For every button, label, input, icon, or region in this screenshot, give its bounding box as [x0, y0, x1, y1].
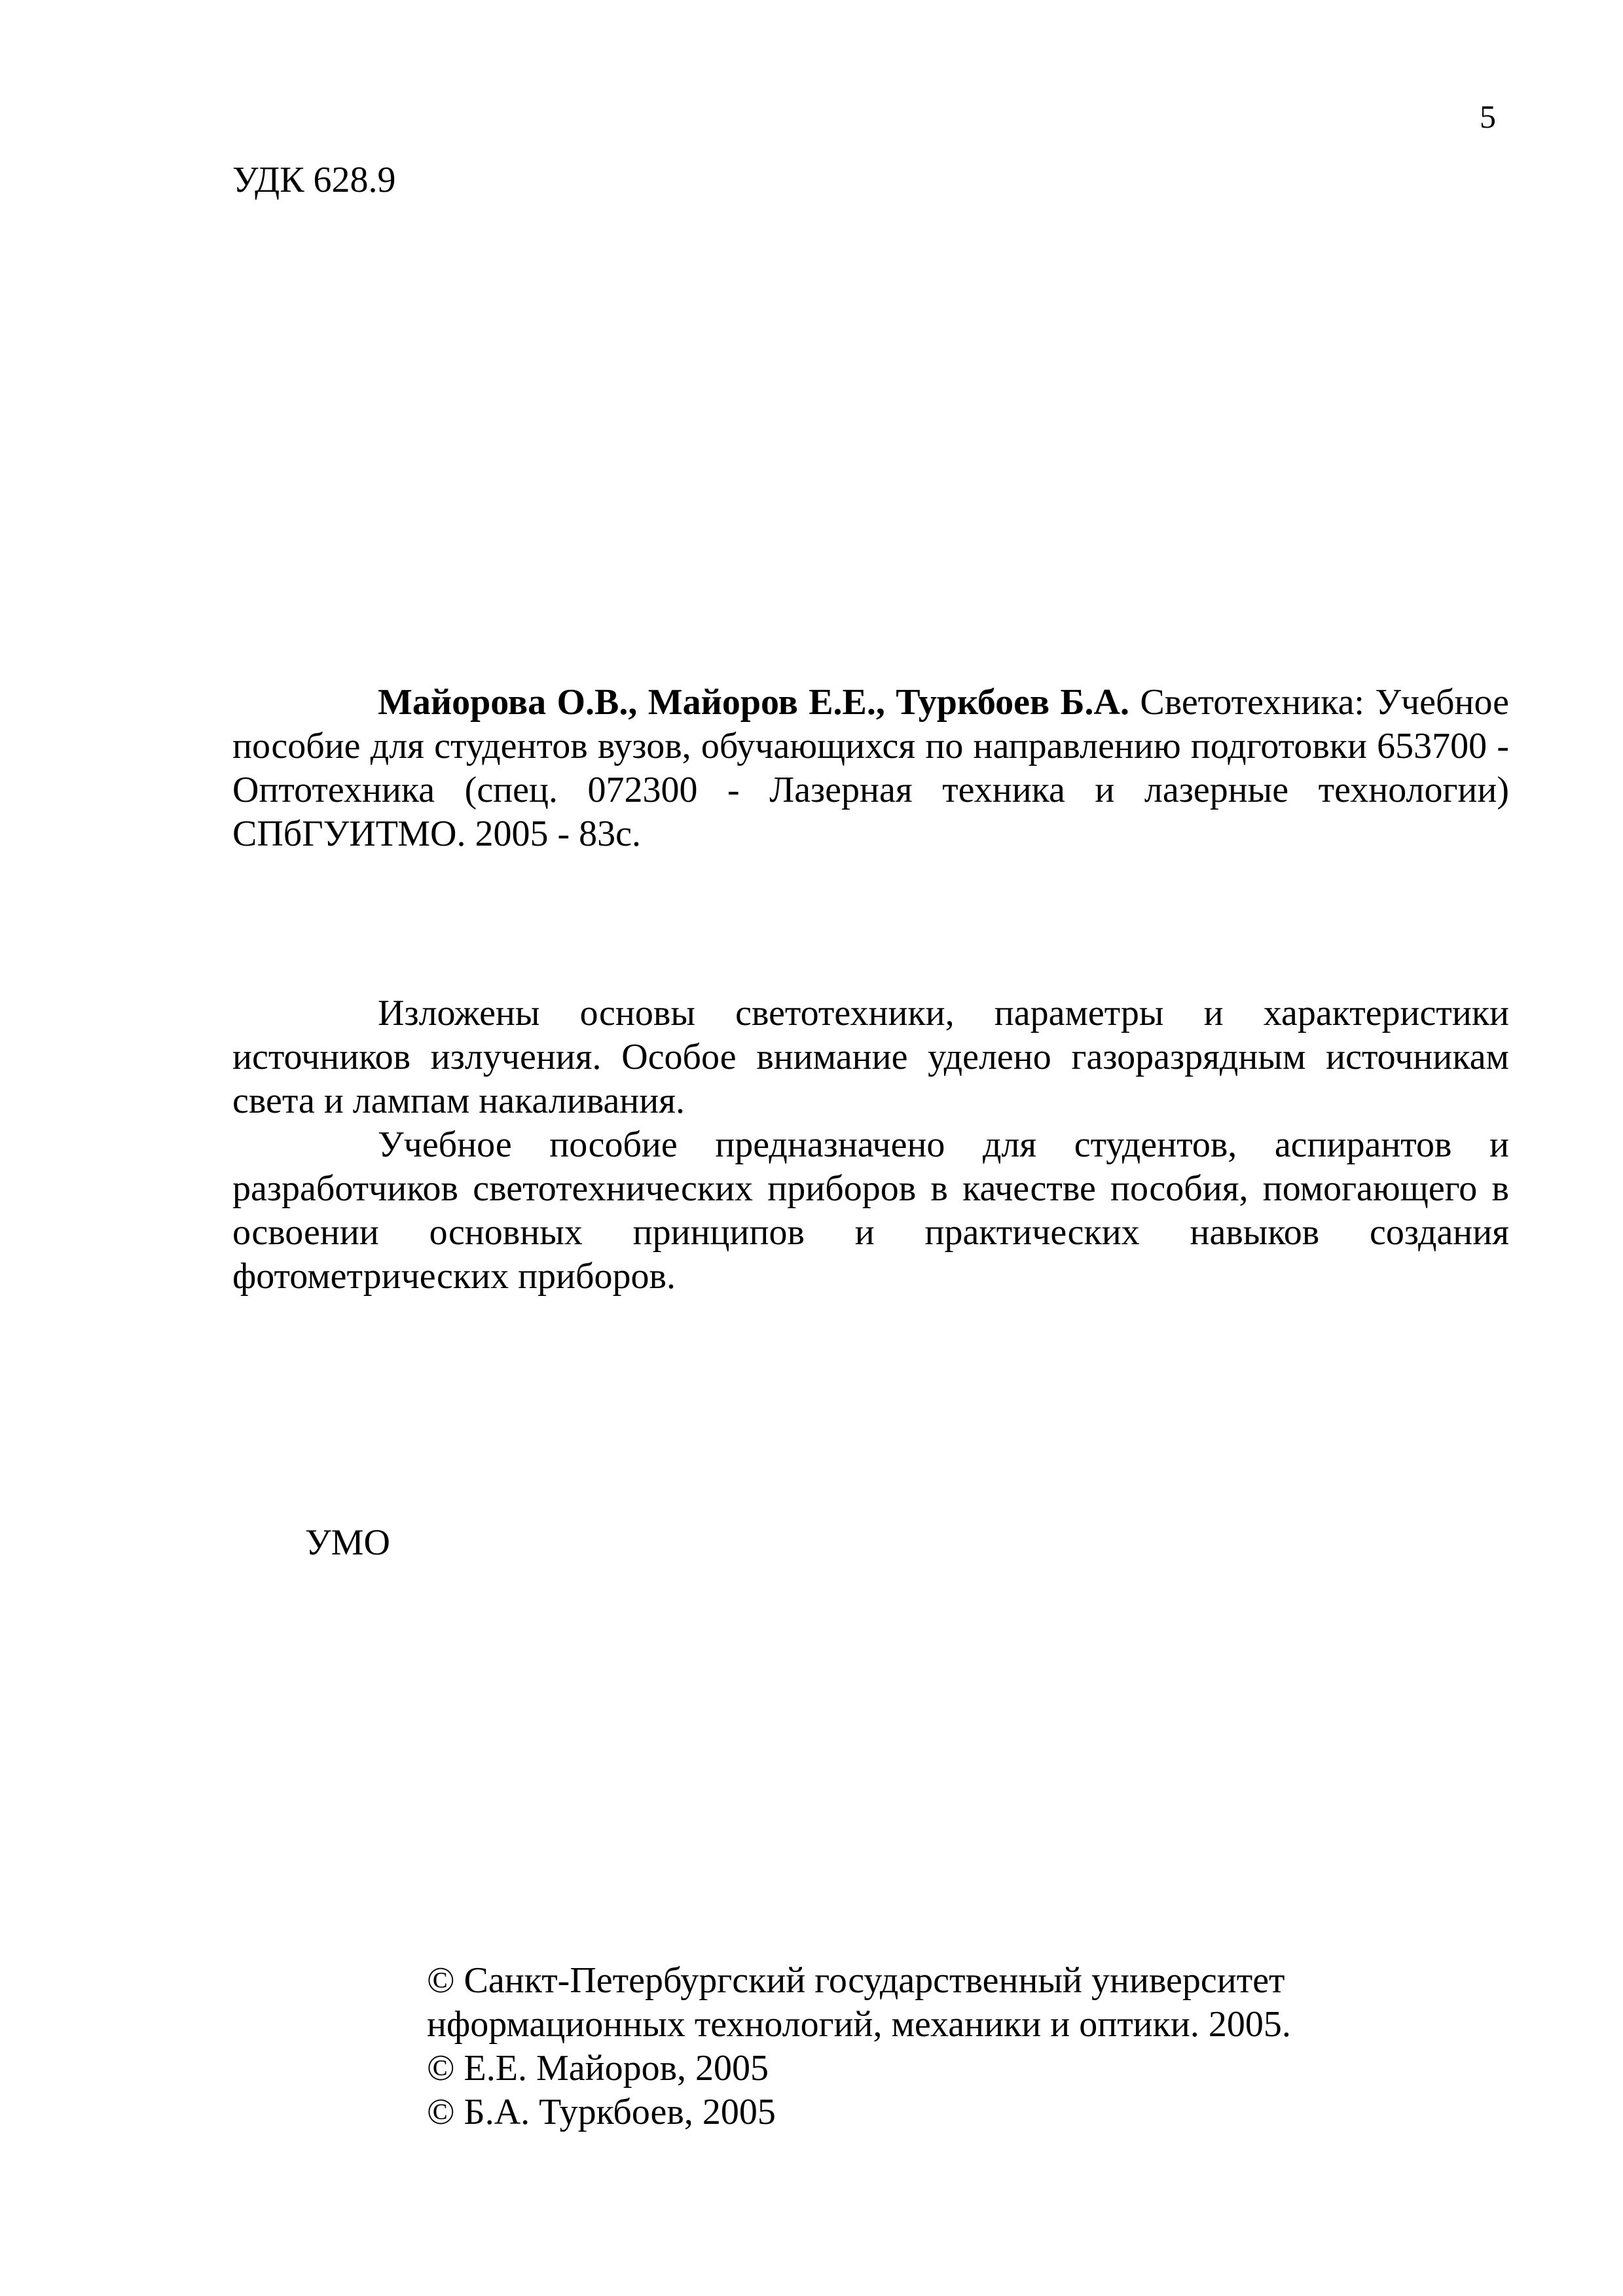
copyright-line-4: © Б.А. Туркбоев, 2005	[427, 2092, 776, 2132]
bibliographic-citation	[232, 681, 1509, 856]
copyright-line-1: © Санкт-Петербургский государственный университет	[427, 1960, 1285, 2001]
copyright-line-2: нформационных технологий, механики и оптики. 2005.	[427, 2004, 1291, 2045]
page-number: 5	[1480, 98, 1496, 135]
udk-code: УДК 628.9	[232, 160, 396, 200]
abstract-paragraph-1: Изложены основы светотехники, параметры и характеристики источников излучения. Особое внимание уделено газоразрядным источникам света и лампам накаливания.	[232, 993, 1509, 1121]
citation-authors: Майорова О.В., Майоров Е.Е., Туркбоев Б.А.	[378, 682, 1129, 723]
copyright-line-3: © Е.Е. Майоров, 2005	[427, 2048, 769, 2089]
umo-label: УМО	[305, 1522, 390, 1563]
abstract-paragraph-2: Учебное пособие предназначено для студентов, аспирантов и разработчиков светотехнических приборов в качестве пособия, помогающего в освоении основных принципов и практических навыков создания фотометрических приборов.	[232, 1124, 1509, 1297]
citation-text: Светотехника: Учебное пособие для студентов вузов, обучающихся по направлению подготовки 653700 - Оптотехника (спец. 072300 - Лазерная техника и лазерные технологии) СПбГУИТМО. 2005 - 83с.	[232, 682, 1509, 854]
copyright-block	[427, 1959, 1291, 2134]
abstract	[232, 992, 1509, 1299]
